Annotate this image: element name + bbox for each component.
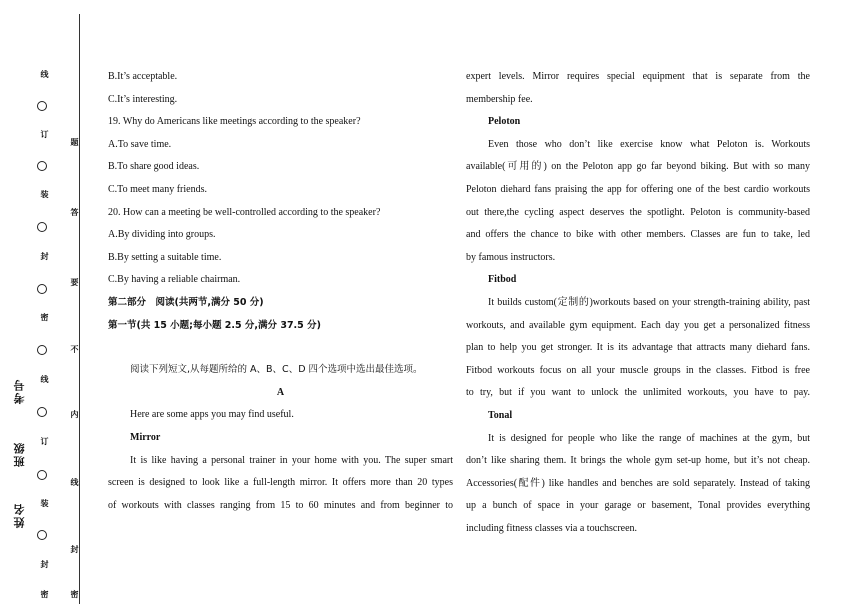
binding-hole-icon xyxy=(37,284,47,294)
fitbod-text-line: It builds custom(定制的)workouts based on your strength-training ability, past xyxy=(488,296,810,308)
peloton-heading: Peloton xyxy=(488,116,521,128)
peloton-text-line: available(可用的) on the Peloton app go far beyond biking. But with so many xyxy=(466,161,810,173)
peloton-text-line: and offers the chance to bike with other members. Classes are fun to take, led xyxy=(466,229,810,241)
option-20c: C.By having a reliable chairman. xyxy=(108,274,241,286)
passage-intro: Here are some apps you may find useful. xyxy=(130,409,294,421)
seal-char: 密 xyxy=(40,313,49,321)
seal-char: 内 xyxy=(70,410,79,418)
fitbod-text-line: plan to help you get stronger. It is its advantage that attracts many diehard fans. xyxy=(466,342,810,354)
mirror-text-line: screen is designed to look like a full-length mirror. It offers more than 20 types xyxy=(108,477,453,489)
mirror-text-line: expert levels. Mirror requires special equipment that is separate from the xyxy=(466,71,810,82)
option-19a: A.To save time. xyxy=(108,138,172,150)
fitbod-text-line: to try, but if you want to unlock the unlimited workouts, you have to pay. xyxy=(466,387,810,399)
seal-char: 封 xyxy=(40,252,49,260)
binding-hole-icon xyxy=(37,470,47,480)
peloton-text-line: Peloton diehard fans praising the app for offering one of the best cardio workouts xyxy=(466,183,810,195)
seal-char: 线 xyxy=(40,375,49,383)
seal-char: 线 xyxy=(70,478,79,486)
fitbod-heading: Fitbod xyxy=(488,274,517,286)
option-20b: B.By setting a suitable time. xyxy=(108,251,222,263)
seal-char: 线 xyxy=(40,70,49,78)
peloton-text-line: out there,the cycling aspect deserves the spotlight. Peloton is community-based xyxy=(466,206,810,218)
tonal-text-line: Accessories(配件) like handles and benches are sold separately. Instead of taking xyxy=(466,477,810,489)
binding-hole-icon xyxy=(37,407,47,417)
tonal-heading: Tonal xyxy=(488,409,513,421)
passage-letter: A xyxy=(276,386,285,398)
left-column xyxy=(108,66,453,517)
option-19b: B.To share good ideas. xyxy=(108,161,200,173)
seal-char: 密 xyxy=(40,590,49,598)
part-two-heading: 第二部分 阅读(共两节,满分 50 分) xyxy=(108,296,264,308)
exam-number-label: 考号 xyxy=(13,378,26,404)
seal-char: 题 xyxy=(70,138,79,146)
fitbod-text-line: Fitbod workouts focus on all your muscle groups in the classes. Fitbod is free xyxy=(466,364,810,376)
option-18b: B.It’s acceptable. xyxy=(108,71,178,82)
tonal-text-line: It is designed for people who like the range of machines at the gym, but xyxy=(488,432,810,444)
option-20a: A.By dividing into groups. xyxy=(108,229,216,241)
option-19c: C.To meet many friends. xyxy=(108,183,207,195)
peloton-text-line: Even those who don’t like exercise know what Peloton is. Workouts xyxy=(488,138,810,150)
reading-instruction: 阅读下列短文,从每题所给的 A、B、C、D 四个选项中选出最佳选项。 xyxy=(130,364,423,376)
mirror-heading: Mirror xyxy=(130,431,161,443)
binding-margin xyxy=(0,0,82,608)
name-label: 姓名 xyxy=(13,502,26,528)
binding-line xyxy=(79,14,80,604)
binding-hole-icon xyxy=(37,101,47,111)
seal-char: 要 xyxy=(70,278,79,286)
seal-char: 封 xyxy=(70,545,79,553)
seal-char: 订 xyxy=(40,437,49,445)
mirror-text-line: of workouts with classes ranging from 15 to 60 minutes and from beginner to xyxy=(108,499,453,511)
question-20: 20. How can a meeting be well-controlled according to the speaker? xyxy=(108,206,381,218)
question-19: 19. Why do Americans like meetings according to the speaker? xyxy=(108,116,361,128)
binding-hole-icon xyxy=(37,345,47,355)
seal-char: 答 xyxy=(70,208,79,216)
binding-hole-icon xyxy=(37,530,47,540)
seal-char: 封 xyxy=(40,560,49,568)
tonal-text-line: don’t like sharing them. It brings the whole gym set-up home, but it’s not cheap. xyxy=(466,455,810,467)
tonal-text-line: including fitness classes via a touchscreen. xyxy=(466,522,638,534)
option-18c: C.It’s interesting. xyxy=(108,93,178,105)
mirror-text-line: It is like having a personal trainer in your home with you. The super smart xyxy=(130,454,453,466)
binding-hole-icon xyxy=(37,222,47,232)
seal-char: 装 xyxy=(40,190,49,198)
seal-char: 装 xyxy=(40,499,49,507)
tonal-text-line: up a bunch of space in your garage or basement, Tonal provides everything xyxy=(466,500,810,512)
right-column xyxy=(466,66,810,540)
binding-hole-icon xyxy=(37,161,47,171)
seal-char: 密 xyxy=(70,590,79,598)
seal-char: 订 xyxy=(40,130,49,138)
seal-char: 不 xyxy=(70,345,79,353)
mirror-text-line: membership fee. xyxy=(466,93,533,105)
fitbod-text-line: workouts, and available gym equipment. Each day you get a personalized fitness xyxy=(466,319,810,331)
class-label: 班级 xyxy=(13,441,26,467)
section-one-heading: 第一节(共 15 小题;每小题 2.5 分,满分 37.5 分) xyxy=(108,319,321,331)
peloton-text-line: by famous instructors. xyxy=(466,251,556,263)
